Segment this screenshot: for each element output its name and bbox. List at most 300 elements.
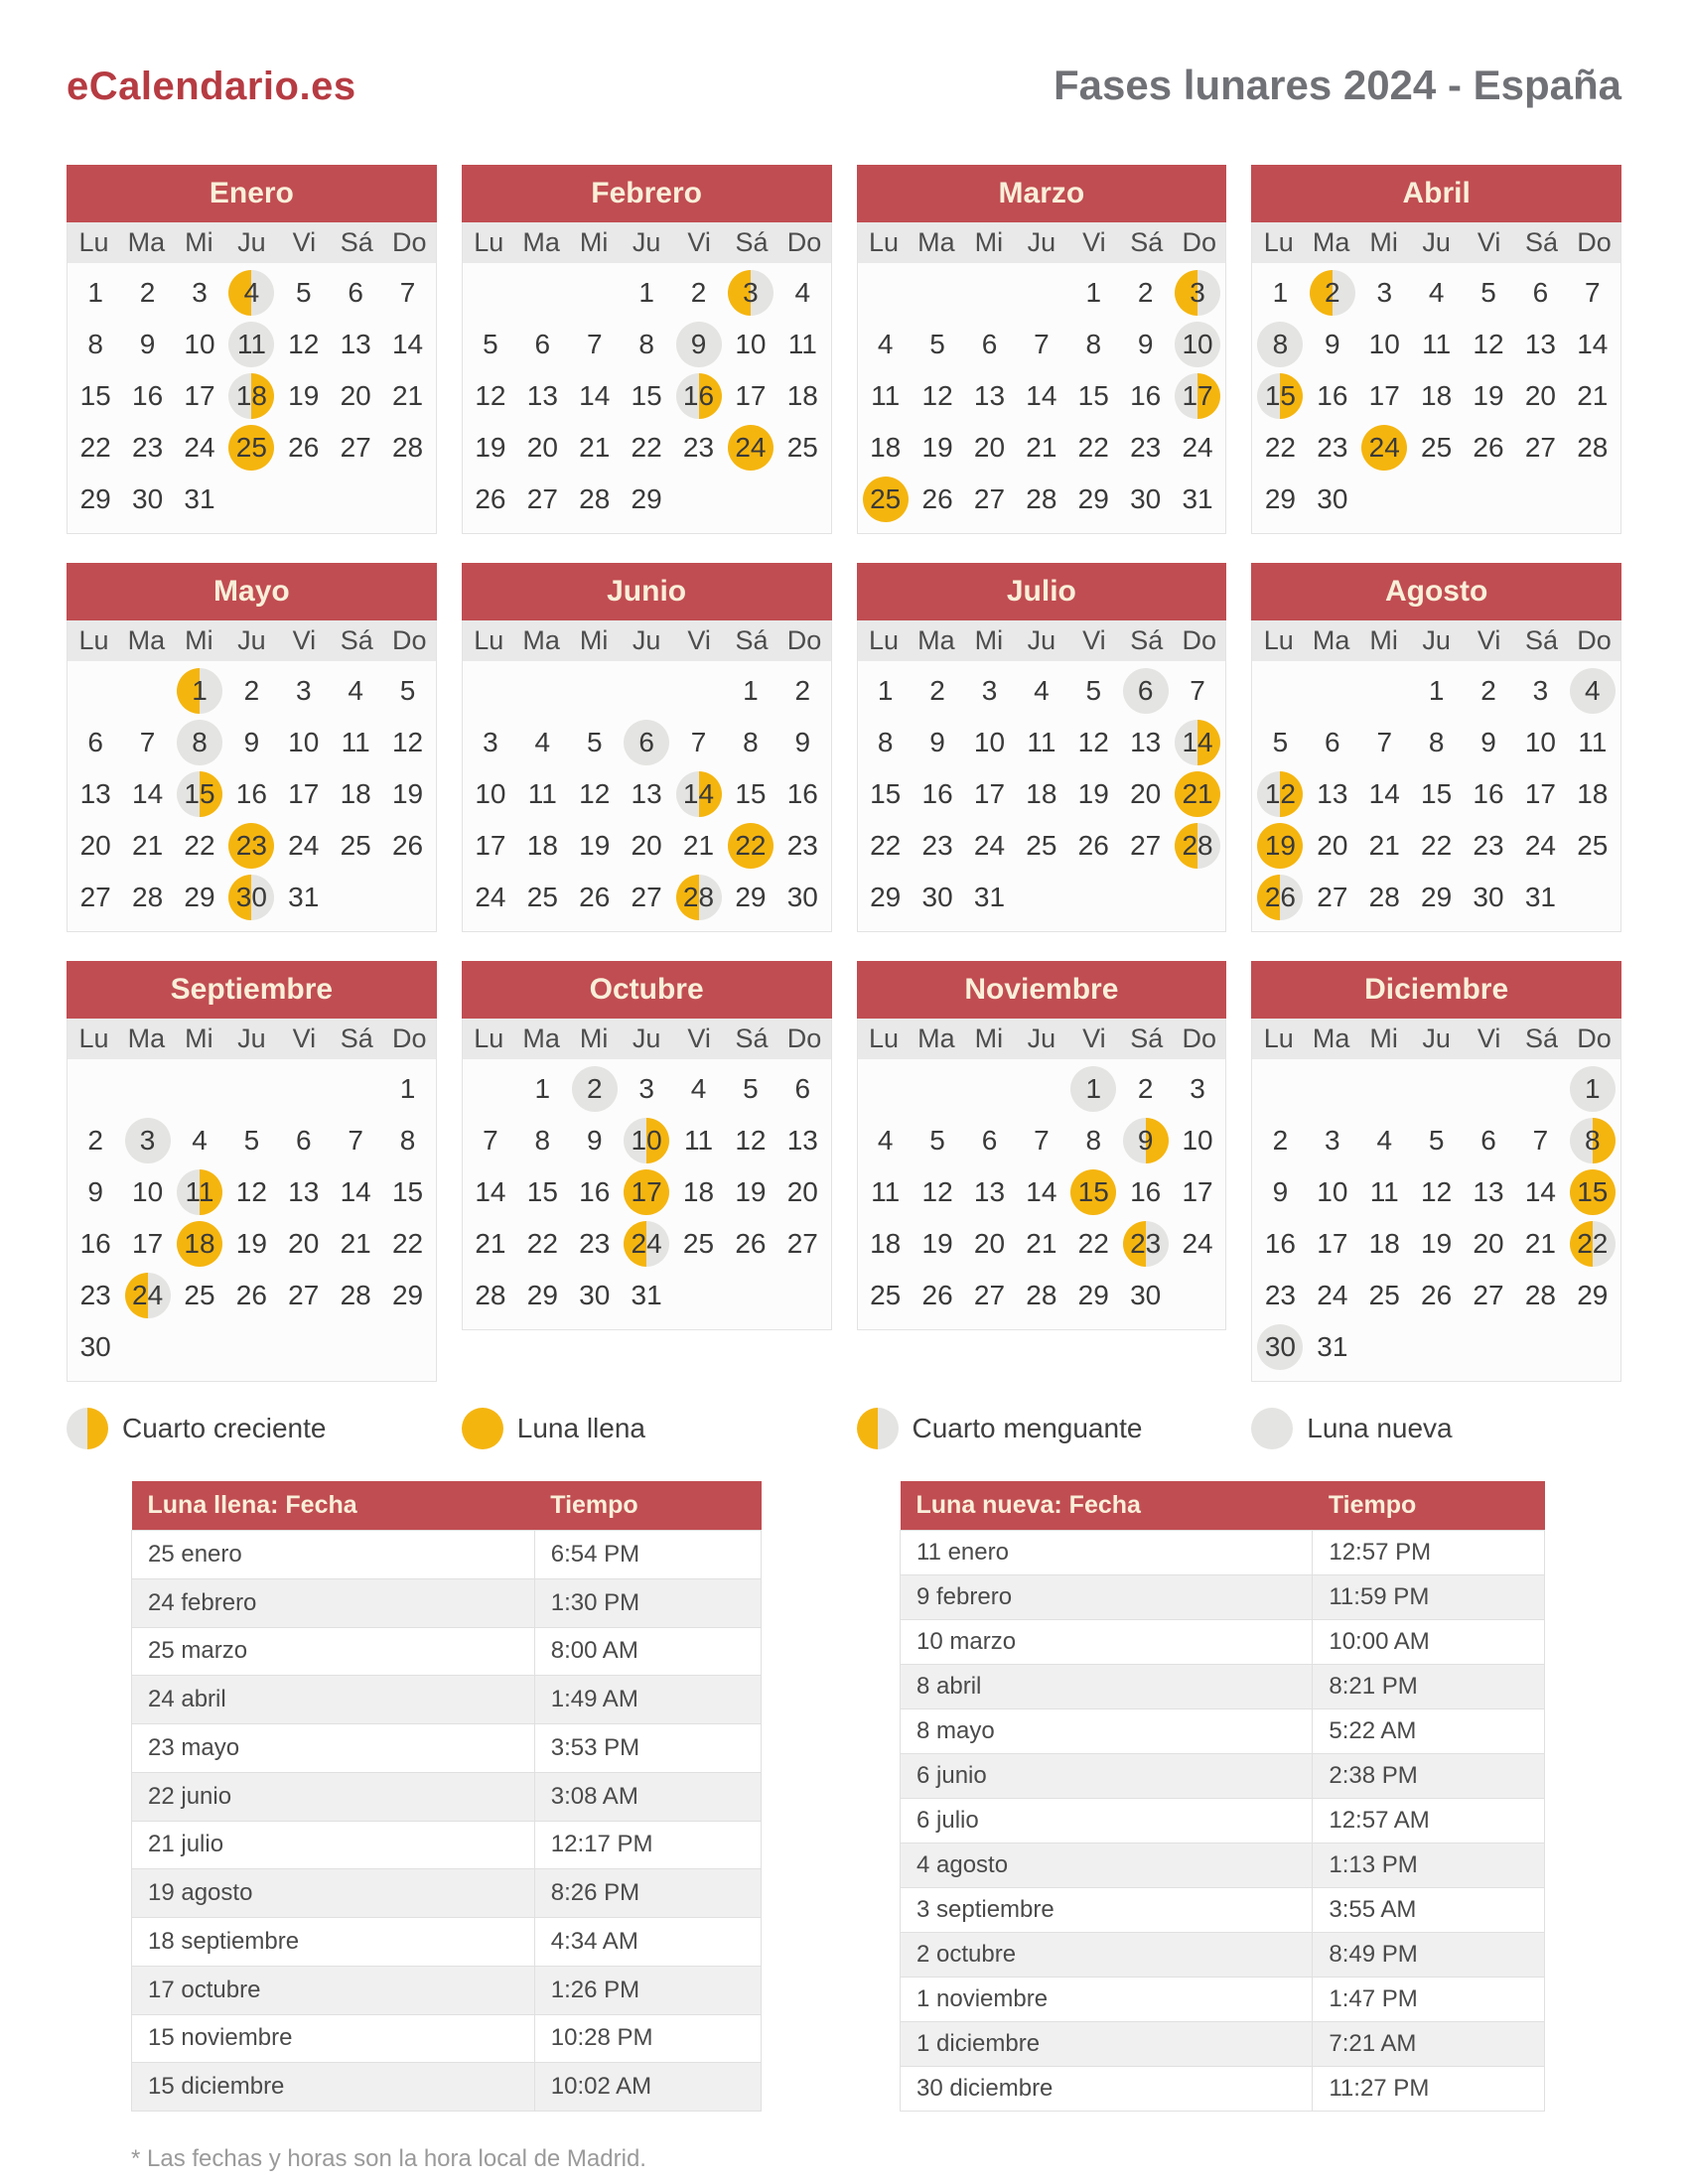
months-grid [67, 165, 1621, 1382]
day-number: 2 [1480, 675, 1496, 706]
date-cell: 11 enero [901, 1531, 1313, 1575]
day-cell [776, 1218, 828, 1270]
day-cell [330, 665, 381, 717]
day-number: 25 [682, 1228, 715, 1259]
weekday-label: Do [786, 227, 822, 257]
day-number: 31 [1317, 1331, 1348, 1362]
day-number: 29 [1421, 882, 1453, 912]
day-cell [225, 319, 277, 370]
day-number: 10 [1368, 329, 1400, 359]
day-number: 2 [1137, 277, 1154, 308]
day-number: 2 [690, 277, 707, 308]
day-number: 20 [79, 830, 111, 861]
day-number: 16 [682, 380, 715, 411]
day-cell [330, 820, 381, 872]
day-cell [1016, 665, 1067, 717]
time-cell: 6:54 PM [534, 1531, 761, 1579]
day-number: 6 [981, 1125, 998, 1156]
day-cell [963, 717, 1015, 768]
day-cell [776, 1166, 828, 1218]
moon-tables [67, 1481, 1621, 2112]
date-cell: 18 septiembre [132, 1918, 535, 1967]
day-number: 12 [1421, 1176, 1453, 1207]
day-cell [121, 717, 173, 768]
page-header [67, 0, 1621, 109]
day-cell [1016, 422, 1067, 474]
day-number: 20 [526, 432, 558, 463]
day-number: 19 [735, 1176, 767, 1207]
day-number: 23 [1130, 432, 1162, 463]
day-cell [1067, 1166, 1119, 1218]
day-number: 20 [786, 1176, 818, 1207]
weekday-label: Ju [237, 227, 266, 257]
weekday-label: Vi [1082, 227, 1106, 257]
day-cell [121, 474, 173, 525]
day-cell [1567, 267, 1618, 319]
date-cell: 25 enero [132, 1531, 535, 1579]
empty-day-cell [278, 1063, 330, 1115]
day-cell [963, 665, 1015, 717]
day-number: 30 [1317, 483, 1348, 514]
day-cell [1016, 717, 1067, 768]
day-cell [1410, 768, 1462, 820]
day-cell [1254, 1218, 1306, 1270]
empty-day-cell [70, 1063, 121, 1115]
day-cell [465, 820, 516, 872]
day-cell [1514, 1270, 1566, 1321]
weekday-label: Vi [292, 227, 317, 257]
day-number: 3 [638, 1073, 654, 1104]
day-number: 11 [236, 329, 266, 359]
day-cell [1514, 665, 1566, 717]
weekday-row [1252, 620, 1620, 661]
day-cell [860, 1166, 912, 1218]
day-cell [1514, 717, 1566, 768]
day-cell [278, 1218, 330, 1270]
day-number: 21 [475, 1228, 506, 1259]
month-title: Mayo [67, 563, 437, 620]
month-noviembre [857, 961, 1227, 1330]
day-cell [672, 1218, 724, 1270]
day-number: 28 [132, 882, 164, 912]
weekday-label: Do [786, 1024, 822, 1053]
day-cell [381, 370, 433, 422]
day-cell [225, 717, 277, 768]
month-title: Noviembre [857, 961, 1227, 1019]
day-cell [621, 1115, 672, 1166]
day-cell [621, 319, 672, 370]
day-cell [70, 820, 121, 872]
day-cell [516, 820, 568, 872]
day-cell [225, 370, 277, 422]
weekday-label: Ma [522, 227, 560, 257]
day-cell [1067, 1063, 1119, 1115]
day-number: 14 [391, 329, 424, 359]
day-cell [1358, 1270, 1410, 1321]
day-number: 30 [1264, 1331, 1297, 1362]
day-cell [174, 422, 225, 474]
day-cell [381, 319, 433, 370]
day-cell [70, 1115, 121, 1166]
day-number: 3 [295, 675, 312, 706]
day-cell [330, 1270, 381, 1321]
day-number: 23 [786, 830, 818, 861]
month-title: Febrero [462, 165, 832, 222]
day-number: 16 [79, 1228, 111, 1259]
day-cell [1067, 717, 1119, 768]
day-number: 27 [288, 1280, 320, 1310]
day-cell [381, 1115, 433, 1166]
day-number: 4 [192, 1125, 208, 1156]
weekday-label: Ju [1027, 1024, 1056, 1053]
full-moon-table-header-fecha: Luna llena: Fecha [132, 1481, 535, 1531]
time-cell: 8:21 PM [1313, 1665, 1545, 1709]
day-number: 16 [786, 778, 818, 809]
day-number: 13 [631, 778, 662, 809]
legend-item-llena [462, 1408, 832, 1449]
day-cell [1119, 1270, 1171, 1321]
day-number: 26 [1077, 830, 1109, 861]
day-number: 18 [1421, 380, 1453, 411]
day-number: 21 [1577, 380, 1609, 411]
day-number: 17 [1317, 1228, 1348, 1259]
day-number: 17 [1182, 1176, 1213, 1207]
empty-day-cell [1307, 1063, 1358, 1115]
day-cell [1514, 1166, 1566, 1218]
day-cell [330, 370, 381, 422]
day-number: 8 [87, 329, 103, 359]
day-cell [963, 768, 1015, 820]
day-number: 21 [579, 432, 611, 463]
weekday-label: Ju [1027, 625, 1056, 655]
day-cell [912, 1166, 963, 1218]
day-cell [330, 422, 381, 474]
day-number: 30 [235, 882, 267, 912]
day-number: 4 [243, 277, 260, 308]
date-cell: 8 abril [901, 1665, 1313, 1709]
day-cell [516, 370, 568, 422]
date-cell: 15 noviembre [132, 2014, 535, 2063]
day-number: 14 [682, 778, 715, 809]
empty-day-cell [121, 1063, 173, 1115]
page-title: Fases lunares 2024 - España [1054, 62, 1621, 108]
day-cell [1172, 665, 1223, 717]
day-cell [912, 717, 963, 768]
day-number: 27 [340, 432, 371, 463]
day-number: 18 [1577, 778, 1609, 809]
day-cell [1307, 768, 1358, 820]
day-cell [1567, 1166, 1618, 1218]
weekday-label: Ma [917, 625, 955, 655]
moon-phase-legend [67, 1408, 1621, 1449]
day-cell [672, 872, 724, 923]
day-number: 9 [87, 1176, 103, 1207]
table-row [132, 1627, 762, 1676]
day-number: 16 [1473, 778, 1504, 809]
table-row [132, 1724, 762, 1773]
day-number: 8 [1085, 1125, 1102, 1156]
empty-day-cell [1358, 665, 1410, 717]
day-cell [174, 319, 225, 370]
day-number: 24 [184, 432, 215, 463]
day-cell [1067, 474, 1119, 525]
day-cell [225, 872, 277, 923]
day-cell [776, 1063, 828, 1115]
month-diciembre [1251, 961, 1621, 1382]
day-number: 17 [973, 778, 1006, 809]
empty-day-cell [860, 267, 912, 319]
day-number: 5 [1085, 675, 1102, 706]
day-cell [776, 370, 828, 422]
day-cell [912, 1270, 963, 1321]
days-grid [463, 1059, 831, 1329]
day-cell [1410, 422, 1462, 474]
weekday-label: Sá [1525, 227, 1559, 257]
day-number: 25 [1421, 432, 1453, 463]
day-cell [1410, 717, 1462, 768]
day-number: 23 [579, 1228, 611, 1259]
day-number: 21 [391, 380, 424, 411]
days-grid [858, 263, 1226, 533]
day-cell [569, 370, 621, 422]
day-number: 7 [139, 727, 156, 757]
day-number: 29 [1577, 1280, 1609, 1310]
day-number: 18 [1026, 778, 1057, 809]
date-cell: 8 mayo [901, 1709, 1313, 1754]
day-cell [121, 267, 173, 319]
day-number: 28 [1026, 1280, 1057, 1310]
empty-day-cell [569, 267, 621, 319]
day-cell [1119, 1218, 1171, 1270]
day-number: 4 [1034, 675, 1050, 706]
day-cell [1254, 1166, 1306, 1218]
day-number: 19 [475, 432, 506, 463]
day-cell [381, 1218, 433, 1270]
day-number: 31 [184, 483, 215, 514]
day-cell [1463, 267, 1514, 319]
time-cell: 1:30 PM [534, 1578, 761, 1627]
time-cell: 12:17 PM [534, 1821, 761, 1869]
day-number: 25 [1368, 1280, 1400, 1310]
weekday-label: Sá [1525, 625, 1559, 655]
day-number: 20 [1130, 778, 1162, 809]
day-cell [1307, 422, 1358, 474]
table-row [132, 1821, 762, 1869]
day-number: 7 [1376, 727, 1393, 757]
day-cell [330, 1218, 381, 1270]
day-cell [1016, 370, 1067, 422]
day-cell [621, 1063, 672, 1115]
weekday-label: Do [1577, 625, 1612, 655]
day-number: 22 [1077, 1228, 1109, 1259]
site-logo[interactable]: eCalendario.es [67, 65, 356, 108]
weekday-label: Sá [340, 625, 373, 655]
day-cell [1254, 1270, 1306, 1321]
day-number: 16 [132, 380, 164, 411]
day-number: 29 [631, 483, 662, 514]
day-cell [381, 1270, 433, 1321]
day-cell [1410, 267, 1462, 319]
day-number: 11 [683, 1125, 714, 1156]
weekday-label: Mi [1369, 625, 1398, 655]
day-cell [860, 717, 912, 768]
day-cell [1567, 1115, 1618, 1166]
day-cell [776, 768, 828, 820]
weekday-row [1252, 222, 1620, 263]
day-number: 5 [586, 727, 603, 757]
table-row [901, 1709, 1545, 1754]
day-cell [381, 1063, 433, 1115]
day-number: 12 [475, 380, 506, 411]
day-cell [912, 319, 963, 370]
legend-label: Cuarto menguante [912, 1413, 1143, 1443]
day-cell [1514, 872, 1566, 923]
day-cell [1463, 717, 1514, 768]
day-number: 24 [1317, 1280, 1348, 1310]
day-cell [1410, 820, 1462, 872]
day-number: 30 [921, 882, 953, 912]
date-cell: 17 octubre [132, 1966, 535, 2014]
weekday-label: Sá [735, 227, 769, 257]
time-cell: 8:00 AM [534, 1627, 761, 1676]
day-cell [569, 872, 621, 923]
day-cell [465, 1270, 516, 1321]
day-number: 15 [79, 380, 111, 411]
weekday-label: Lu [868, 1024, 899, 1053]
day-cell [70, 768, 121, 820]
table-row [132, 2014, 762, 2063]
day-cell [516, 474, 568, 525]
day-number: 16 [921, 778, 953, 809]
day-cell [860, 319, 912, 370]
day-cell [963, 319, 1015, 370]
day-number: 18 [1368, 1228, 1400, 1259]
day-number: 13 [526, 380, 558, 411]
day-cell [1358, 422, 1410, 474]
day-cell [860, 370, 912, 422]
day-cell [912, 1115, 963, 1166]
day-number: 14 [340, 1176, 371, 1207]
weekday-label: Do [392, 1024, 427, 1053]
day-cell [776, 872, 828, 923]
day-cell [121, 872, 173, 923]
day-number: 23 [1130, 1228, 1162, 1259]
time-cell: 3:08 AM [534, 1772, 761, 1821]
day-cell [1358, 1218, 1410, 1270]
day-number: 7 [1585, 277, 1601, 308]
weekday-row [68, 222, 436, 263]
day-number: 18 [526, 830, 558, 861]
legend-item-menguante [857, 1408, 1227, 1449]
day-cell [912, 768, 963, 820]
day-number: 19 [921, 1228, 953, 1259]
month-title: Julio [857, 563, 1227, 620]
time-cell: 10:28 PM [534, 2014, 761, 2063]
day-number: 2 [87, 1125, 103, 1156]
day-cell [963, 1270, 1015, 1321]
day-cell [1119, 820, 1171, 872]
day-cell [121, 1218, 173, 1270]
day-cell [516, 422, 568, 474]
day-number: 24 [1182, 1228, 1213, 1259]
weekday-row [463, 620, 831, 661]
time-cell: 11:27 PM [1313, 2067, 1545, 2112]
day-number: 29 [1077, 483, 1109, 514]
day-number: 19 [235, 1228, 267, 1259]
day-number: 17 [184, 380, 215, 411]
day-cell [860, 1218, 912, 1270]
day-cell [776, 717, 828, 768]
day-cell [912, 665, 963, 717]
day-number: 11 [871, 380, 901, 411]
day-number: 5 [1272, 727, 1289, 757]
date-cell: 4 agosto [901, 1843, 1313, 1888]
month-marzo [857, 165, 1227, 534]
day-number: 8 [1428, 727, 1445, 757]
month-title: Junio [462, 563, 832, 620]
day-number: 3 [483, 727, 498, 757]
day-number: 17 [1524, 778, 1556, 809]
day-cell [860, 820, 912, 872]
empty-day-cell [465, 267, 516, 319]
day-number: 8 [743, 727, 759, 757]
day-number: 10 [973, 727, 1006, 757]
day-number: 6 [1325, 727, 1340, 757]
day-number: 15 [184, 778, 215, 809]
day-cell [776, 422, 828, 474]
day-cell [381, 768, 433, 820]
day-cell [963, 474, 1015, 525]
day-number: 21 [1368, 830, 1400, 861]
day-cell [121, 820, 173, 872]
day-cell [1307, 370, 1358, 422]
day-number: 23 [1317, 432, 1348, 463]
day-number: 31 [973, 882, 1006, 912]
day-number: 17 [132, 1228, 164, 1259]
day-cell [1254, 768, 1306, 820]
day-number: 9 [794, 727, 811, 757]
day-cell [1358, 872, 1410, 923]
day-cell [278, 1115, 330, 1166]
time-cell: 3:55 AM [1313, 1888, 1545, 1933]
day-cell [1119, 717, 1171, 768]
day-number: 13 [1317, 778, 1348, 809]
day-cell [278, 1166, 330, 1218]
day-cell [672, 717, 724, 768]
day-number: 2 [794, 675, 811, 706]
day-number: 7 [586, 329, 603, 359]
day-cell [1067, 820, 1119, 872]
weekday-row [68, 1019, 436, 1059]
day-number: 12 [1077, 727, 1109, 757]
table-row [901, 1888, 1545, 1933]
day-number: 11 [1369, 1176, 1399, 1207]
table-row [901, 1575, 1545, 1620]
day-number: 11 [1422, 329, 1452, 359]
day-cell [1463, 820, 1514, 872]
weekday-label: Mi [579, 227, 609, 257]
table-row [901, 1978, 1545, 2022]
day-number: 19 [921, 432, 953, 463]
day-number: 23 [1264, 1280, 1297, 1310]
day-number: 29 [391, 1280, 424, 1310]
day-number: 29 [184, 882, 215, 912]
time-cell: 1:47 PM [1313, 1978, 1545, 2022]
date-cell: 15 diciembre [132, 2063, 535, 2112]
month-junio [462, 563, 832, 932]
day-cell [569, 1166, 621, 1218]
weekday-row [1252, 1019, 1620, 1059]
